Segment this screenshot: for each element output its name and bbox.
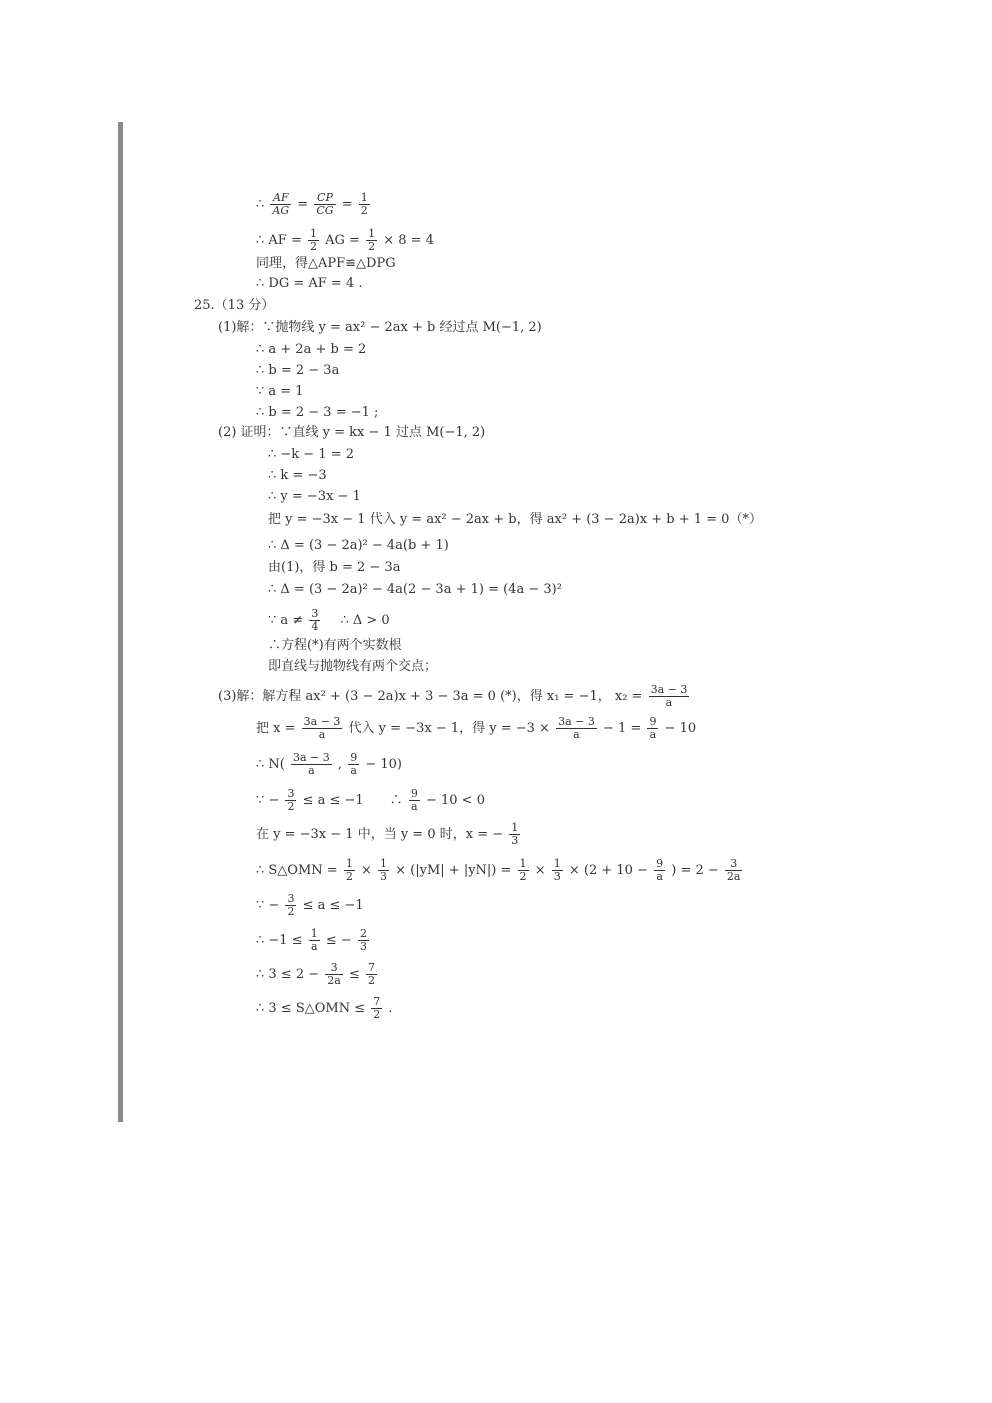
p2-line: ∴ k = −3 (268, 468, 327, 483)
margin-bar (118, 122, 123, 1122)
p2-line: ∴方程(*)有两个实数根 (268, 638, 402, 653)
p1-line: ∵ a = 1 (256, 384, 304, 399)
congruent-line: 同理，得△APF≌△DPG (256, 256, 396, 271)
p3-line: ∴ 3 ≤ 2 − $\frac{3}{2a}$ ≤ $\frac{7}{2}$ (256, 961, 376, 987)
p3-line: 在 y = −3x − 1 中，当 y = 0 时，x = − $\frac{1}{3}$ (256, 821, 519, 847)
p3-line: ∵ − $\frac{3}{2}$ ≤ a ≤ −1 ∴ $\frac{9}{a}$ − 10 < 0 (256, 787, 485, 813)
p2-line: 由(1)，得 b = 2 − 3a (268, 560, 401, 575)
p2-line: ∴ Δ = (3 − 2a)² − 4a(b + 1) (268, 538, 449, 553)
p3-line: (3)解：解方程 ax² + (3 − 2a)x + 3 − 3a = 0 (*)，得 x₁ = −1， x₂ = $\frac{3a - 3}{a}$ (218, 683, 688, 709)
question-header: 25.（13 分） (194, 298, 275, 313)
p3-line: ∴ −1 ≤ $\frac{1}{a}$ ≤ − $\frac{2}{3}$ (256, 927, 367, 953)
p2-line: (2) 证明：∵直线 y = kx − 1 过点 M(−1, 2) (218, 425, 486, 440)
p1-line: ∴ b = 2 − 3a (256, 363, 340, 378)
dg-line: ∴ DG = AF = 4 . (256, 276, 363, 291)
p1-line: ∴ a + 2a + b = 2 (256, 342, 367, 357)
p3-line: ∵ − $\frac{3}{2}$ ≤ a ≤ −1 (256, 892, 364, 918)
p2-line: ∵ a ≠ $\frac{3}{4}$ ∴ Δ > 0 (268, 607, 390, 633)
p1-line: ∴ b = 2 − 3 = −1 ; (256, 405, 379, 420)
p3-line: 把 x = $\frac{3a - 3}{a}$ 代入 y = −3x − 1，得 y = −3 × $\frac{3a - 3}{a}$ − 1 = $\frac{9}{a}$ − 10 (256, 715, 697, 741)
p2-line: ∴ y = −3x − 1 (268, 489, 361, 504)
p2-line: 把 y = −3x − 1 代入 y = ax² − 2ax + b，得 ax² + (3 − 2a)x + b + 1 = 0（*） (268, 512, 762, 527)
p2-line: 即直线与抛物线有两个交点； (268, 659, 438, 674)
af-line: ∴ AF = $\frac{1}{2}$ AG = $\frac{1}{2}$ × 8 = 4 (256, 227, 434, 253)
p3-line: ∴ S△OMN = $\frac{1}{2}$ × $\frac{1}{3}$ × (|yM| + |yN|) = $\frac{1}{2}$ × $\frac{1}{3}$ × (2 + 10 − $\frac{9}{a}$ ) = 2 − $\frac{3}{2a}$ (256, 857, 741, 883)
p2-line: ∴ Δ = (3 − 2a)² − 4a(2 − 3a + 1) = (4a − 3)² (268, 582, 562, 597)
p2-line: ∴ −k − 1 = 2 (268, 447, 355, 462)
p3-line: ∴ N( $\frac{3a - 3}{a}$ , $\frac{9}{a}$ − 10) (256, 751, 402, 777)
p3-line: ∴ 3 ≤ S△OMN ≤ $\frac{7}{2}$ . (256, 995, 393, 1021)
p1-line: (1)解：∵抛物线 y = ax² − 2ax + b 经过点 M(−1, 2) (218, 320, 542, 335)
ratio-line: ∴ $\frac{AF}{AG}$ = $\frac{CP}{CG}$ = $\frac{1}{2}$ (256, 191, 368, 217)
